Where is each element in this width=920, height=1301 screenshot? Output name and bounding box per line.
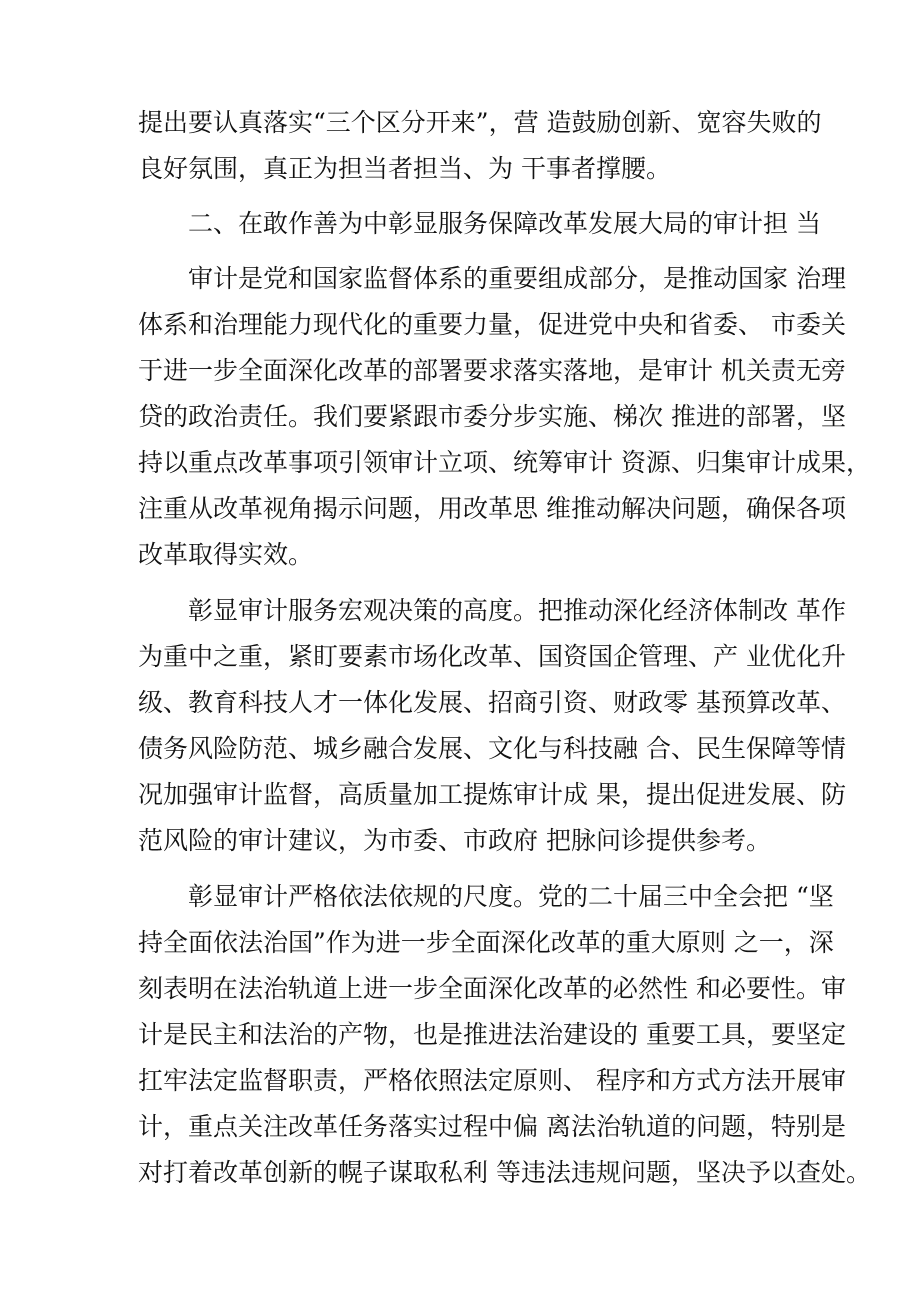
paragraph-1-line-1: 提出要认真落实“三个区分开来”，营 造鼓励创新、宽容失败的 [138,108,822,137]
paragraph-5-line-7: 对打着改革创新的幌子谋取私利 等违法违规问题，坚决予以查处。 [138,1158,871,1187]
paragraph-3-line-3: 于进一步全面深化改革的部署要求落实落地，是审计 机关责无旁 [138,356,846,385]
paragraph-1-line-2: 良好氛围，真正为担当者担当、为 干事者撑腰。 [138,154,671,183]
paragraph-3-line-7: 改革取得实效。 [138,540,314,569]
paragraph-3-line-2: 体系和治理能力现代化的重要力量，促进党中央和省委、 市委关 [138,310,846,339]
paragraph-4-line-1: 彰显审计服务宏观决策的高度。把推动深化经济体制改 革作 [188,596,846,625]
paragraph-3-line-6: 注重从改革视角揭示问题，用改革思 维推动解决问题，确保各项 [138,494,846,523]
paragraph-3-line-5: 持以重点改革事项引领审计立项、统筹审计 资源、归集审计成果， [138,448,871,477]
paragraph-5-line-1: 彰显审计严格依法依规的尺度。党的二十届三中全会把 “坚 [188,882,834,911]
paragraph-5-line-2: 持全面依法治国”作为进一步全面深化改革的重大原则 之一，深 [138,928,834,957]
paragraph-3-line-1: 审计是党和国家监督体系的重要组成部分，是推动国家 治理 [188,264,846,293]
paragraph-5-line-3: 刻表明在法治轨道上进一步全面深化改革的必然性 和必要性。审 [138,974,846,1003]
paragraph-4-line-6: 范风险的审计建议，为市委、市政府 把脉问诊提供参考。 [138,826,771,855]
paragraph-5-line-5: 扛牢法定监督职责，严格依照法定原则、 程序和方式方法开展审 [138,1066,846,1095]
paragraph-4-line-3: 级、教育科技人才一体化发展、招商引资、财政零 基预算改革、 [138,688,846,717]
document-body [138,100,871,1196]
paragraph-5-line-4: 计是民主和法治的产物，也是推进法治建设的 重要工具，要坚定 [138,1020,846,1049]
paragraph-5-line-6: 计，重点关注改革任务落实过程中偏 离法治轨道的问题，特别是 [138,1112,846,1141]
paragraph-4-line-4: 债务风险防范、城乡融合发展、文化与科技融 合、民生保障等情 [138,734,846,763]
paragraph-3-line-4: 贷的政治责任。我们要紧跟市委分步实施、梯次 推进的部署，坚 [138,402,846,431]
paragraph-4-line-2: 为重中之重，紧盯要素市场化改革、国资国企管理、产 业优化升 [138,642,846,671]
section-heading: 二、在敢作善为中彰显服务保障改革发展大局的审计担 当 [188,209,821,238]
paragraph-4-line-5: 况加强审计监督，高质量加工提炼审计成 果，提出促进发展、防 [138,780,846,809]
